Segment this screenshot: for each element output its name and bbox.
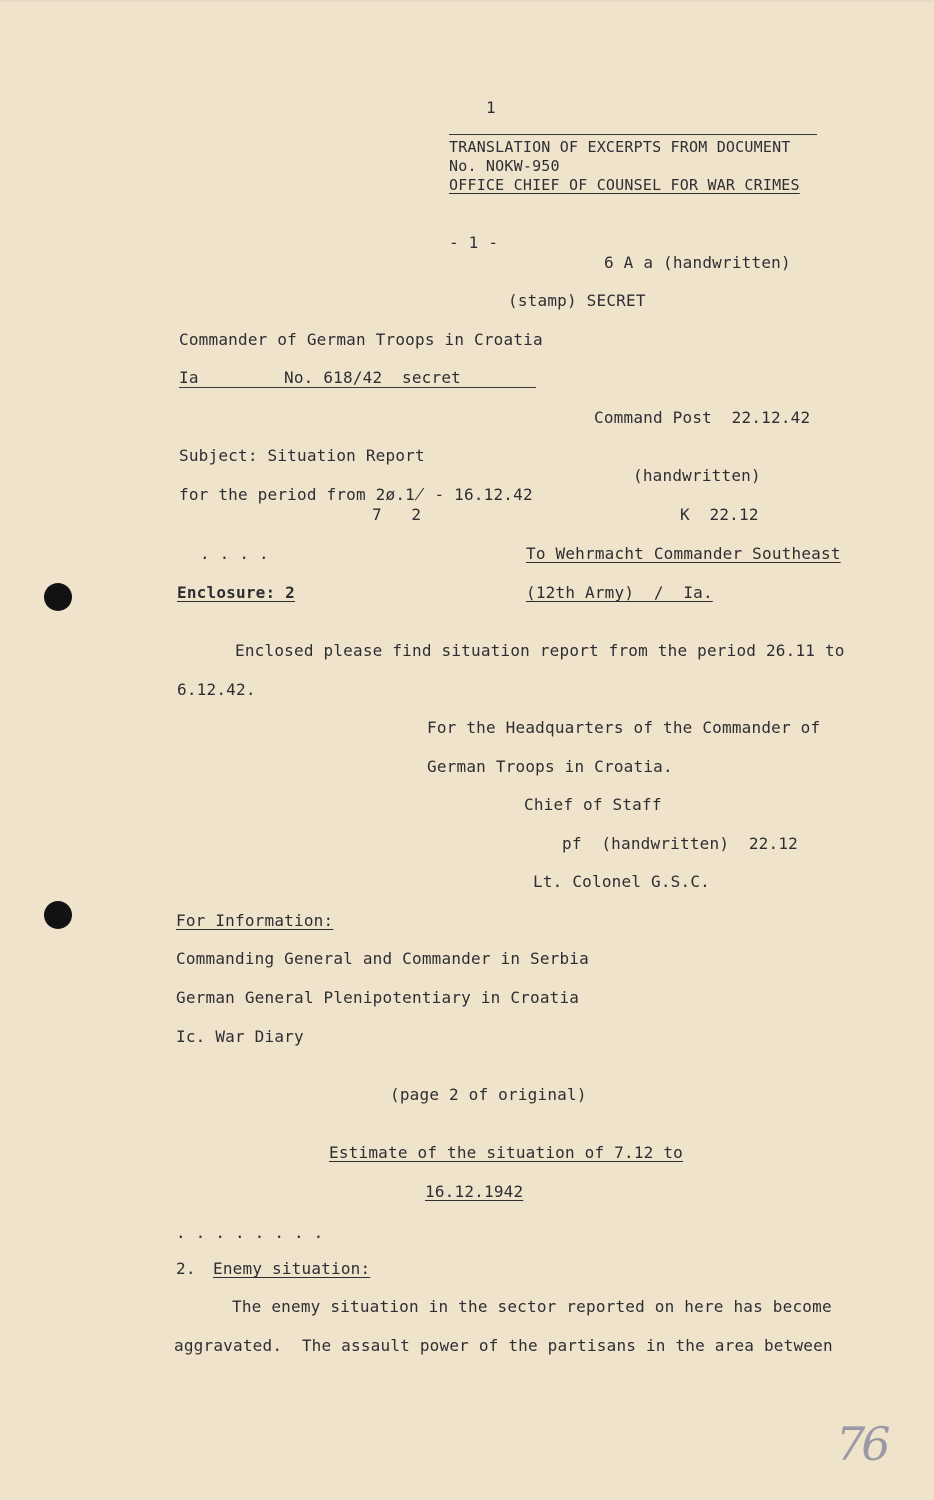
info-recipient-3: Ic. War Diary (176, 1027, 304, 1046)
reference-underline (179, 387, 536, 388)
handwritten-note: (handwritten) (633, 466, 761, 485)
info-heading: For Information: (176, 911, 334, 930)
page-edge (0, 0, 934, 2)
estimate-title-1: Estimate of the situation of 7.12 to (329, 1143, 683, 1162)
period-correction: 7 2 (372, 505, 422, 524)
section-number: 2. (176, 1259, 196, 1278)
secret-stamp: (stamp) SECRET (508, 291, 646, 310)
reference-ia: Ia (179, 368, 199, 387)
body-paragraph-2-line-2: aggravated. The assault power of the partisans in the area between (174, 1336, 833, 1355)
body-paragraph-1-end: 6.12.42. (177, 680, 256, 699)
header-line-1: TRANSLATION OF EXCERPTS FROM DOCUMENT (449, 138, 791, 156)
info-recipient-2: German General Plenipotentiary in Croatia (176, 988, 580, 1007)
header-line-3: OFFICE CHIEF OF COUNSEL FOR WAR CRIMES (449, 176, 800, 194)
header-line-2: No. NOKW-950 (449, 157, 560, 175)
recipient-line-2: (12th Army) / Ia. (526, 583, 713, 602)
punch-hole (44, 583, 72, 611)
estimate-title-2: 16.12.1942 (425, 1182, 524, 1201)
omission-dots-2: . . . . . . . . (176, 1223, 324, 1242)
subject-line: Subject: Situation Report (179, 446, 425, 465)
handwritten-page-mark: 76 (836, 1417, 887, 1471)
original-page-note: (page 2 of original) (390, 1085, 587, 1104)
info-recipient-1: Commanding General and Commander in Serbia (176, 949, 589, 968)
sender-line: Commander of German Troops in Croatia (179, 330, 543, 349)
body-paragraph-1: Enclosed please find situation report from the period 26.11 to (235, 641, 845, 660)
signature-line-3: Chief of Staff (524, 795, 662, 814)
signature-line-1: For the Headquarters of the Commander of (427, 718, 821, 737)
signature-line-4: pf (handwritten) 22.12 (562, 834, 798, 853)
signature-line-5: Lt. Colonel G.S.C. (533, 872, 710, 891)
handwritten-reference: 6 A a (handwritten) (604, 253, 791, 272)
period-line: for the period from 2ø.1̸ - 16.12.42 (179, 485, 533, 504)
page-number: 1 (486, 98, 496, 117)
section-title: Enemy situation: (213, 1259, 371, 1278)
punch-hole (44, 901, 72, 929)
k-mark: K 22.12 (680, 505, 759, 524)
enclosure-line: Enclosure: 2 (177, 583, 295, 602)
recipient-line-1: To Wehrmacht Commander Southeast (526, 544, 841, 563)
header-top-rule (449, 134, 817, 135)
original-page-marker: - 1 - (449, 233, 499, 252)
signature-line-2: German Troops in Croatia. (427, 757, 673, 776)
reference-number: No. 618/42 secret (284, 368, 461, 387)
body-paragraph-2: The enemy situation in the sector reported on here has become (232, 1297, 832, 1316)
command-post: Command Post 22.12.42 (594, 408, 811, 427)
omission-dots: . . . . (200, 544, 269, 563)
